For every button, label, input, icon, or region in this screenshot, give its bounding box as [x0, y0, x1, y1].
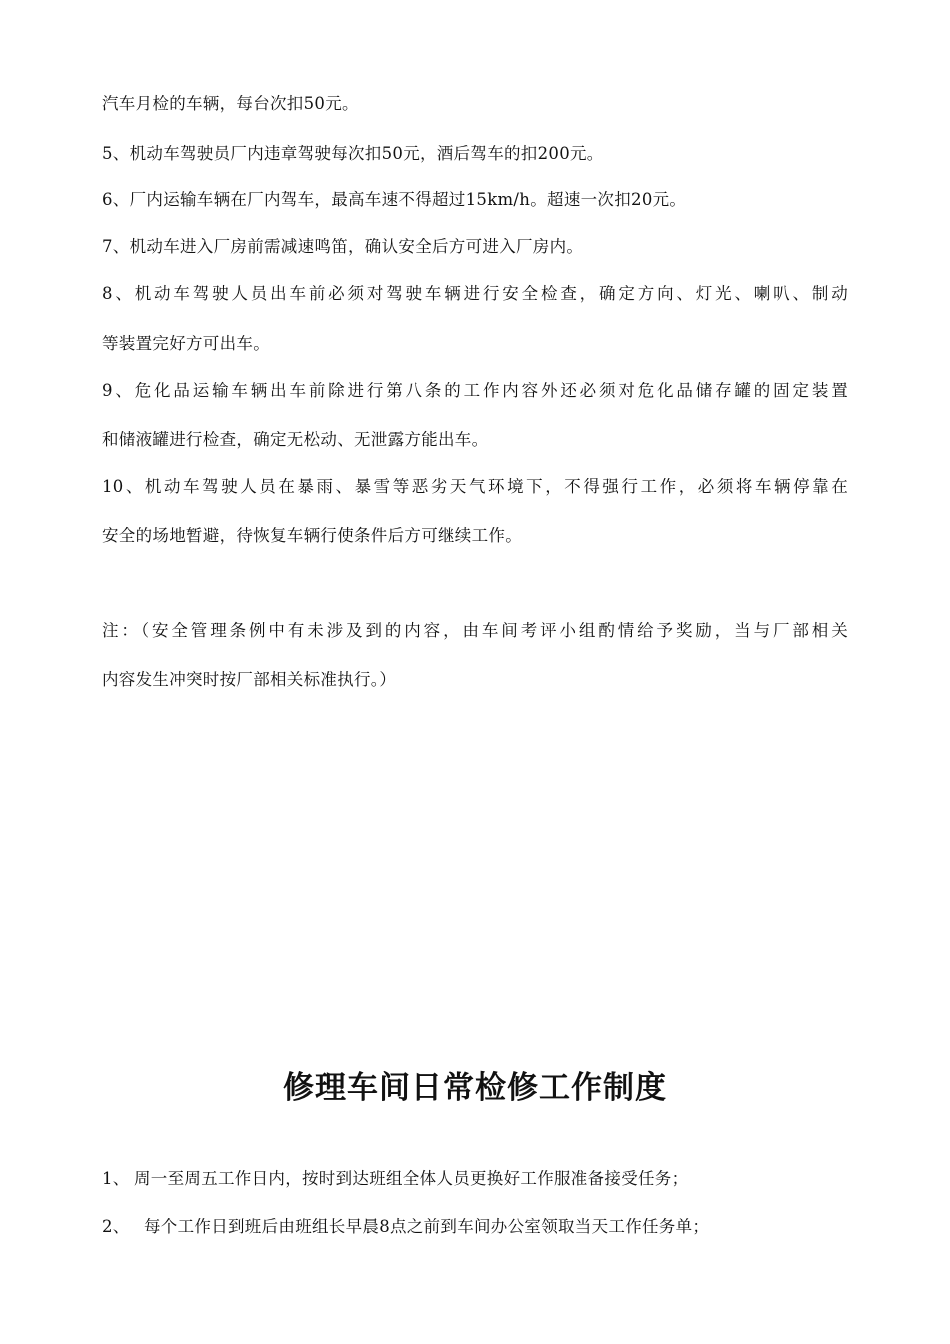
- note-line-2: 内容发生冲突时按厂部相关标准执行。）: [102, 670, 397, 689]
- item-text: 每个工作日到班后由班组长早晨8点之前到车间办公室领取当天工作任务单；: [144, 1217, 710, 1236]
- item-number: 2、: [102, 1217, 130, 1236]
- note-line-1: 注：（安全管理条例中有未涉及到的内容，由车间考评小组酌情给予奖励，当与厂部相关: [102, 621, 848, 640]
- rule-7: 7、机动车进入厂房前需减速鸣笛，确认安全后方可进入厂房内。: [102, 237, 584, 256]
- rule-9-line-2: 和储液罐进行检查，确定无松动、无泄露方能出车。: [102, 430, 489, 449]
- paragraph-line: 汽车月检的车辆，每台次扣50元。: [102, 94, 359, 113]
- rule-6: 6、厂内运输车辆在厂内驾车，最高车速不得超过15km/h。超速一次扣20元。: [102, 190, 687, 209]
- section-item-2: [102, 1216, 862, 1238]
- rule-8-line-1: 8、机动车驾驶人员出车前必须对驾驶车辆进行安全检查，确定方向、灯光、喇叭、制动: [102, 284, 848, 303]
- rule-8-line-2: 等装置完好方可出车。: [102, 334, 270, 353]
- section-item-1: [102, 1168, 862, 1190]
- rule-9-line-1: 9、危化品运输车辆出车前除进行第八条的工作内容外还必须对危化品储存罐的固定装置: [102, 381, 848, 400]
- rule-5: 5、机动车驾驶员厂内违章驾驶每次扣50元，酒后驾车的扣200元。: [102, 144, 604, 163]
- item-number: 1、: [102, 1169, 130, 1188]
- rule-10-line-2: 安全的场地暂避，待恢复车辆行使条件后方可继续工作。: [102, 526, 522, 545]
- section-title: 修理车间日常检修工作制度: [283, 1070, 667, 1106]
- item-text: 周一至周五工作日内，按时到达班组全体人员更换好工作服准备接受任务；: [134, 1169, 689, 1188]
- rule-10-line-1: 10、机动车驾驶人员在暴雨、暴雪等恶劣天气环境下，不得强行工作，必须将车辆停靠在: [102, 477, 848, 496]
